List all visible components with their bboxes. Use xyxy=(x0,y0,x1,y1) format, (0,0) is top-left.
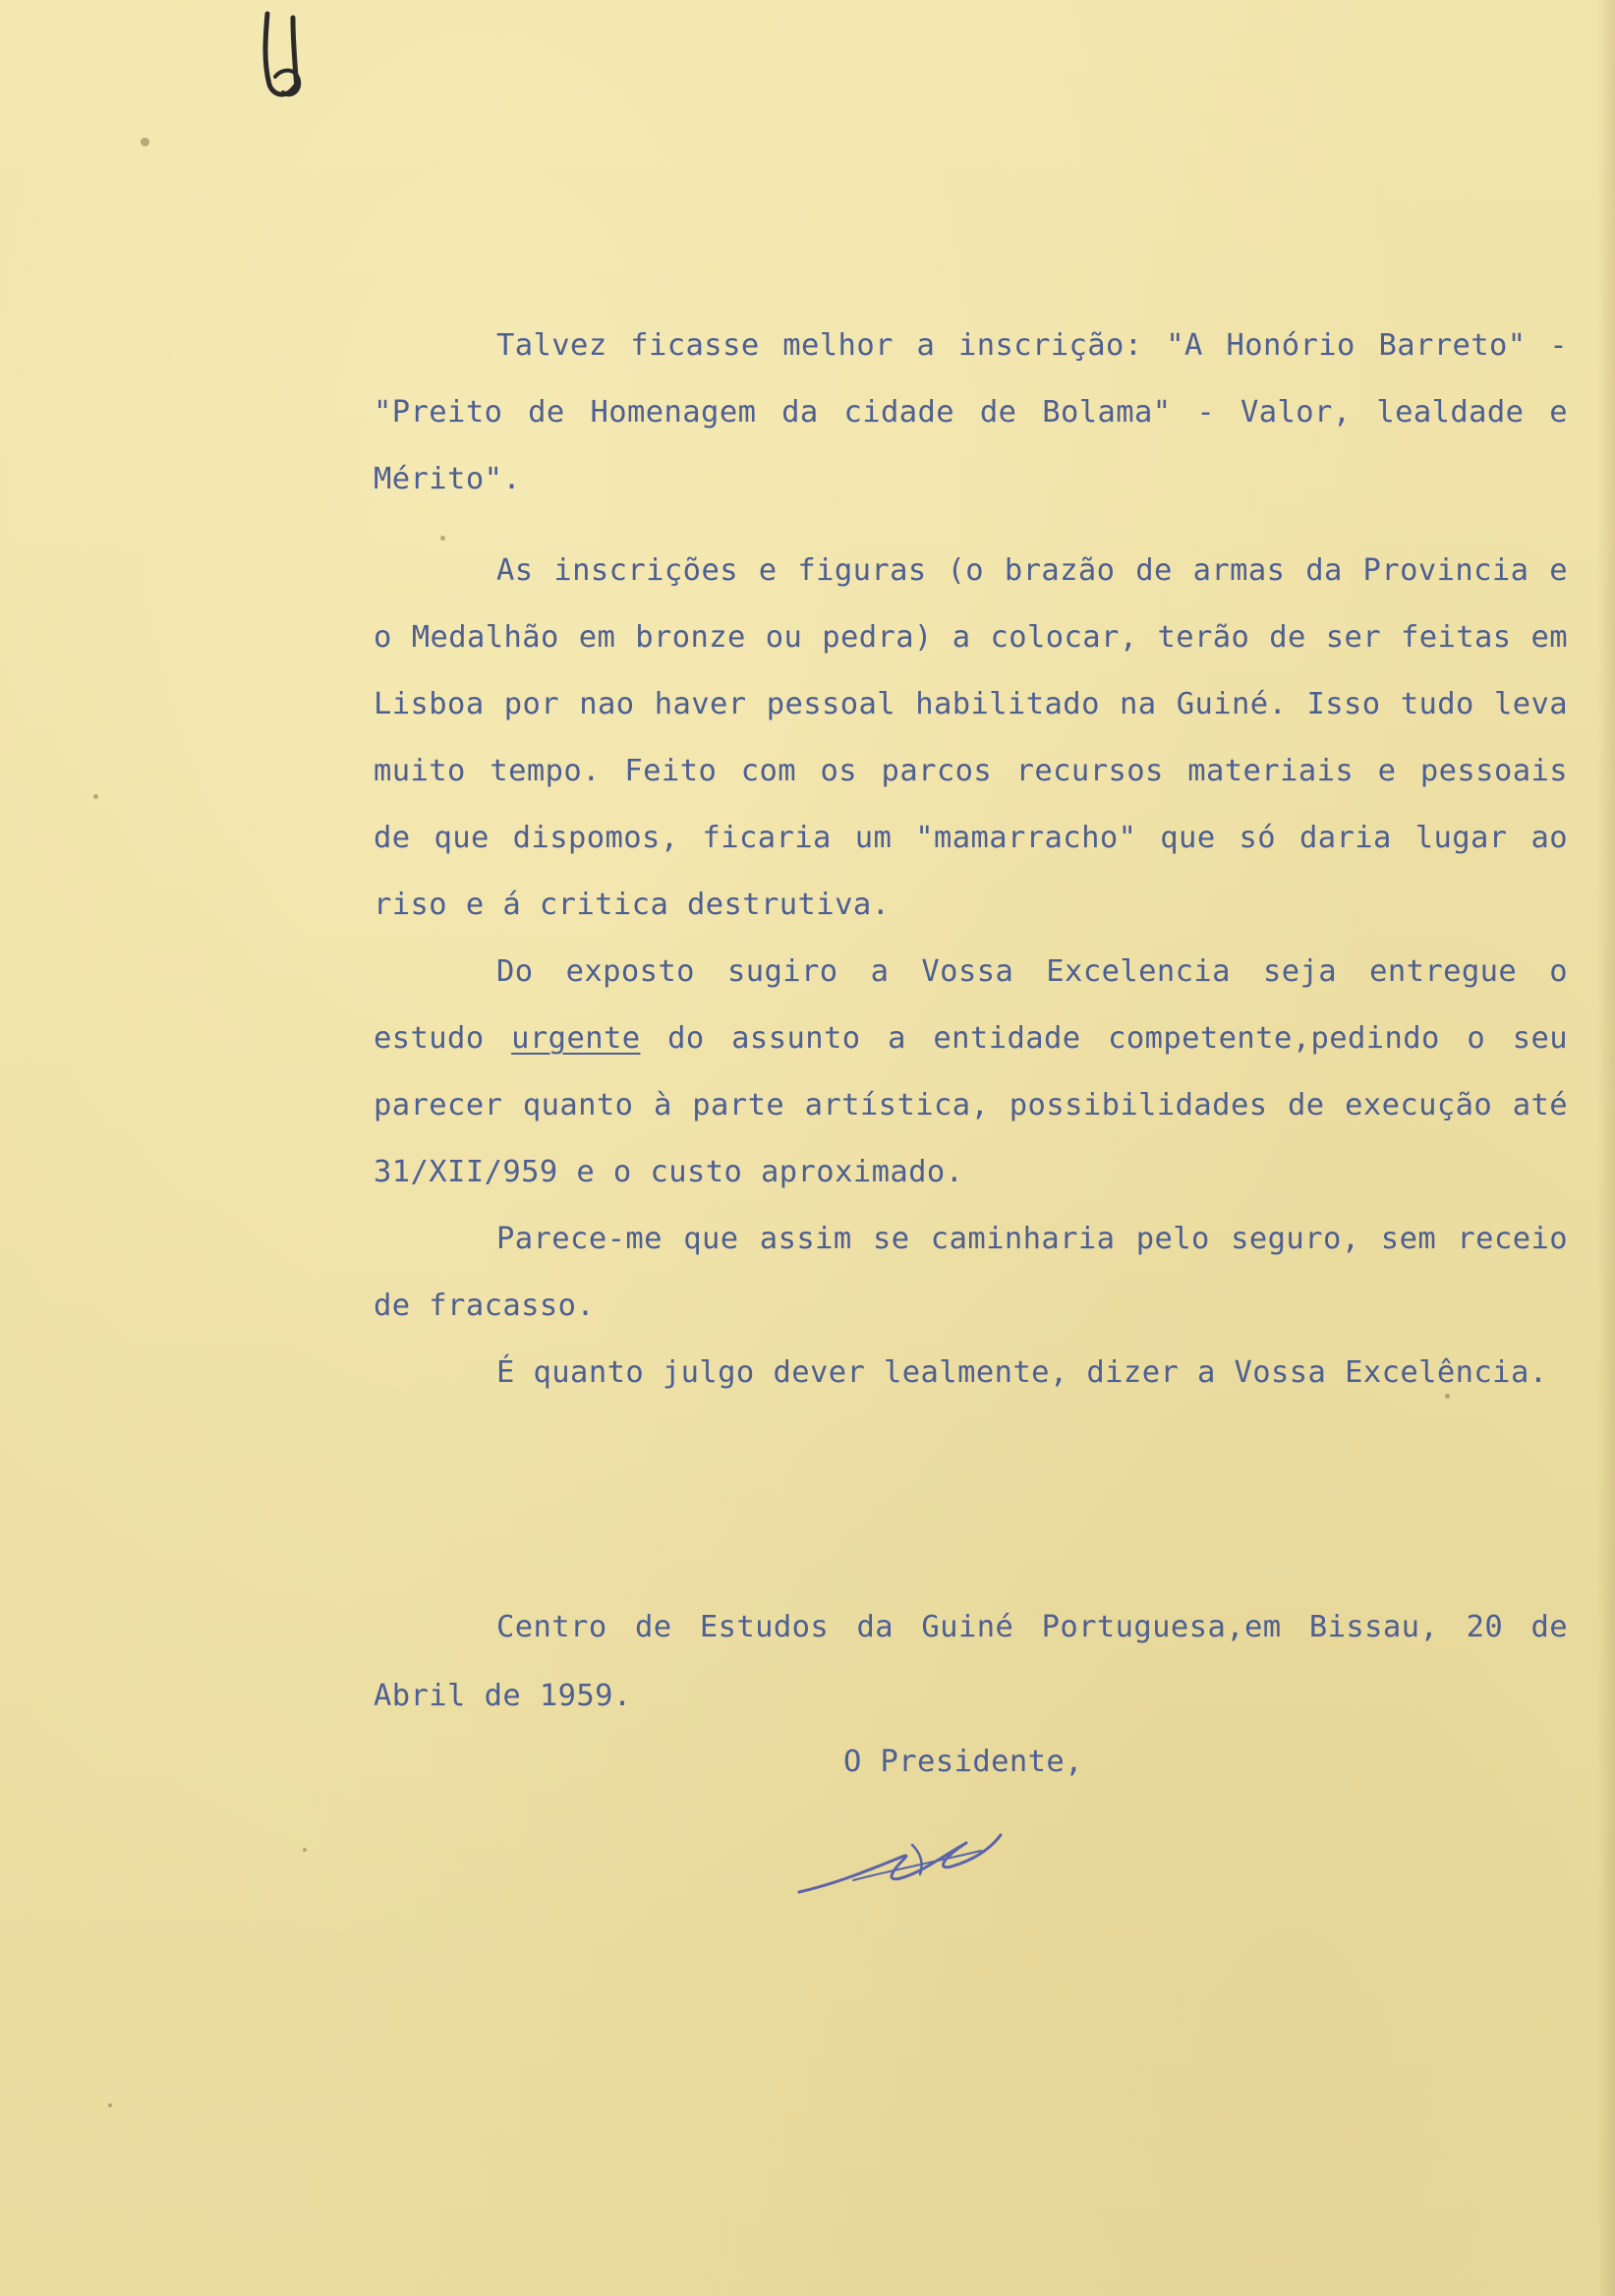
handwritten-mark xyxy=(254,8,322,101)
paper-speck xyxy=(93,794,98,799)
paper-speck xyxy=(303,1848,307,1852)
letter-body-continued xyxy=(374,538,1568,1406)
signature xyxy=(794,1823,1006,1902)
paragraph-suggestion xyxy=(374,939,1568,1206)
closing-title: O Presidente, xyxy=(843,1745,1083,1779)
paragraph-loyalty: É quanto julgo dever lealmente, dizer a Vossa Excelência. xyxy=(496,1355,1548,1390)
page-edge-shadow xyxy=(1597,0,1615,2296)
paper-speck xyxy=(108,2103,112,2107)
paper-speck xyxy=(141,138,149,146)
paragraph-inscription: Talvez ficasse melhor a inscrição: "A Honório Barreto" - "Preito de Homenagem da cidade de Bolama" - Valor, lealdade e Mérito". xyxy=(374,328,1568,496)
letter-body xyxy=(374,313,1568,513)
paragraph-safety: Parece-me que assim se caminharia pelo seguro, sem receio de fracasso. xyxy=(374,1222,1568,1323)
suggestion-text-before: Do exposto sugiro a Vossa Excelencia seja entregue o estudo xyxy=(374,954,1568,1056)
urgent-emphasis: urgente xyxy=(511,1021,641,1056)
suggestion-text-after: do assunto a entidade competente,pedindo o seu parecer quanto à parte artística, possibilidades de execução até 31/XII/959 e o custo aproximado. xyxy=(374,1021,1568,1189)
place-and-date: Centro de Estudos da Guiné Portuguesa,em Bissau, 20 de Abril de 1959. xyxy=(374,1610,1568,1713)
place-and-date-block xyxy=(374,1593,1568,1731)
paragraph-inscriptions-figures: As inscrições e figuras (o brazão de armas da Provincia e o Medalhão em bronze ou pedra) a colocar, terão de ser feitas em Lisboa por nao haver pessoal habilitado na Guiné. Isso tudo leva muito tempo. Feito com os parcos recursos materiais e pessoais de que dispomos, ficaria um "mamarracho" que só daria lugar ao riso e á critica destrutiva. xyxy=(374,553,1568,922)
